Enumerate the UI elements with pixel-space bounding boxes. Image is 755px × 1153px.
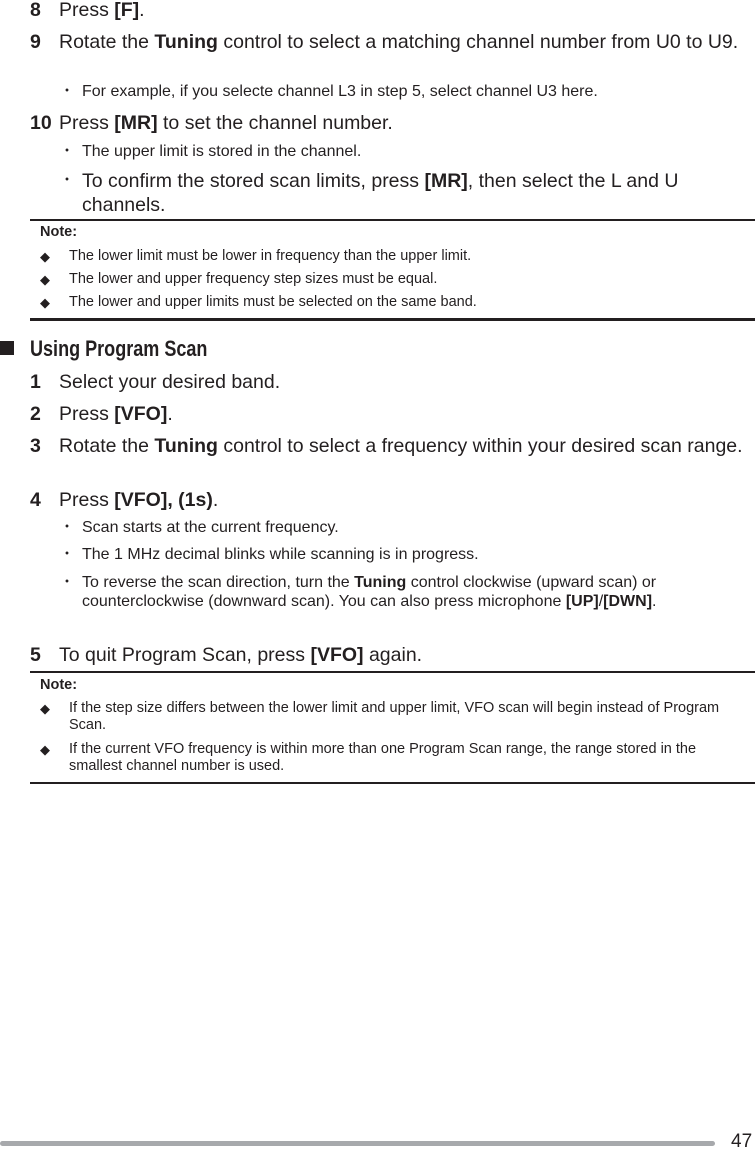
bullet-9-1: [59, 82, 739, 101]
step-text: Rotate the: [59, 435, 155, 457]
note-text: If the step size differs between the lower limit and upper limit, VFO scan will begin instead of Program Scan.: [69, 700, 720, 733]
step-number: 1: [30, 371, 41, 393]
step-text: .: [212, 489, 219, 511]
bullet-icon: ・: [59, 83, 76, 100]
bullet-text: control clockwise (upward scan) or counterclockwise (downward scan). You can also press microphone: [82, 574, 657, 610]
diamond-icon: ◆: [40, 701, 50, 716]
note-bottom-rule: [30, 782, 755, 784]
page-number: 47: [731, 1131, 753, 1152]
step-number: 8: [30, 0, 41, 21]
key-label: [VFO]: [114, 403, 168, 425]
key-label: [MR]: [114, 112, 158, 134]
bullet-text: Scan starts at the current frequency.: [82, 519, 339, 536]
section-title: Using Program Scan: [30, 336, 208, 361]
control-label: Tuning: [154, 31, 218, 53]
bullet-text: To reverse the scan direction, turn the: [82, 574, 355, 591]
note-top-rule: [30, 671, 755, 673]
step-1: [30, 370, 750, 394]
step-text: again.: [363, 644, 423, 666]
bullet-10-1: [59, 142, 739, 161]
step-number: 10: [30, 112, 52, 134]
step-8: [30, 0, 750, 22]
diamond-icon: ◆: [40, 295, 50, 310]
bullet-icon: ・: [59, 519, 76, 536]
diamond-icon: ◆: [40, 249, 50, 264]
step-number: 9: [30, 31, 41, 53]
control-label: Tuning: [154, 435, 218, 457]
note-item: [40, 741, 730, 775]
bullet-4-1: [59, 518, 739, 537]
diamond-icon: ◆: [40, 272, 50, 287]
step-text: Press: [59, 403, 115, 425]
section-marker-icon: [0, 341, 14, 355]
key-label: [VFO], (1s): [114, 489, 213, 511]
bullet-icon: ・: [59, 546, 76, 563]
step-number: 4: [30, 489, 41, 511]
step-text: control to select a matching channel number from U0 to U9.: [217, 31, 739, 53]
bullet-text: For example, if you selecte channel L3 in step 5, select channel U3 here.: [82, 83, 598, 100]
step-number: 5: [30, 644, 41, 666]
step-text: Press: [59, 0, 115, 21]
step-text: .: [167, 403, 173, 425]
diamond-icon: ◆: [40, 742, 50, 757]
bullet-text: The 1 MHz decimal blinks while scanning is in progress.: [82, 546, 479, 563]
bullet-icon: ・: [59, 143, 76, 160]
note-text: The lower and upper frequency step sizes must be equal.: [69, 271, 438, 287]
step-text: control to select a frequency within your desired scan range.: [217, 435, 743, 457]
step-text: Rotate the: [59, 31, 155, 53]
step-10: [30, 111, 750, 135]
note-label: Note:: [40, 677, 78, 693]
bullet-text: The upper limit is stored in the channel.: [82, 143, 362, 160]
bullet-icon: ・: [59, 574, 76, 591]
note-item: [40, 248, 730, 265]
step-4: [30, 488, 750, 512]
bullet-4-2: [59, 545, 739, 564]
bullet-text: , then select the L and U channels.: [82, 170, 679, 216]
bullet-text: To confirm the stored scan limits, press: [82, 170, 425, 192]
bullet-text: .: [652, 593, 657, 610]
bullet-10-2: [59, 169, 739, 217]
step-5: [30, 643, 750, 667]
note-item: [40, 294, 730, 311]
footer-rule: [0, 1141, 715, 1146]
key-label: [VFO]: [310, 644, 364, 666]
step-9: [30, 30, 750, 54]
step-text: .: [139, 0, 145, 21]
note-item: [40, 271, 730, 288]
note-text: The lower and upper limits must be selected on the same band.: [69, 294, 477, 310]
note-text: If the current VFO frequency is within more than one Program Scan range, the range stored in the smallest channel number is used.: [69, 741, 697, 774]
step-text: to set the channel number.: [157, 112, 393, 134]
note-bottom-rule: [30, 318, 755, 321]
key-label: [UP]: [565, 593, 599, 610]
bullet-icon: ・: [59, 172, 76, 189]
control-label: Tuning: [354, 574, 407, 591]
key-label: [MR]: [424, 170, 468, 192]
note-top-rule: [30, 219, 755, 221]
note-text: The lower limit must be lower in frequency than the upper limit.: [69, 248, 472, 264]
step-number: 3: [30, 435, 41, 457]
step-number: 2: [30, 403, 41, 425]
step-3: [30, 434, 750, 458]
step-2: [30, 402, 750, 426]
note-item: [40, 700, 730, 734]
step-text: To quit Program Scan, press: [59, 644, 311, 666]
note-label: Note:: [40, 224, 78, 240]
key-label: [DWN]: [603, 593, 653, 610]
key-label: [F]: [114, 0, 140, 21]
bullet-4-3: [59, 573, 739, 611]
bullet-text: /: [598, 593, 604, 610]
step-text: Press: [59, 112, 115, 134]
step-text: Press: [59, 489, 115, 511]
step-text: Select your desired band.: [59, 371, 281, 393]
